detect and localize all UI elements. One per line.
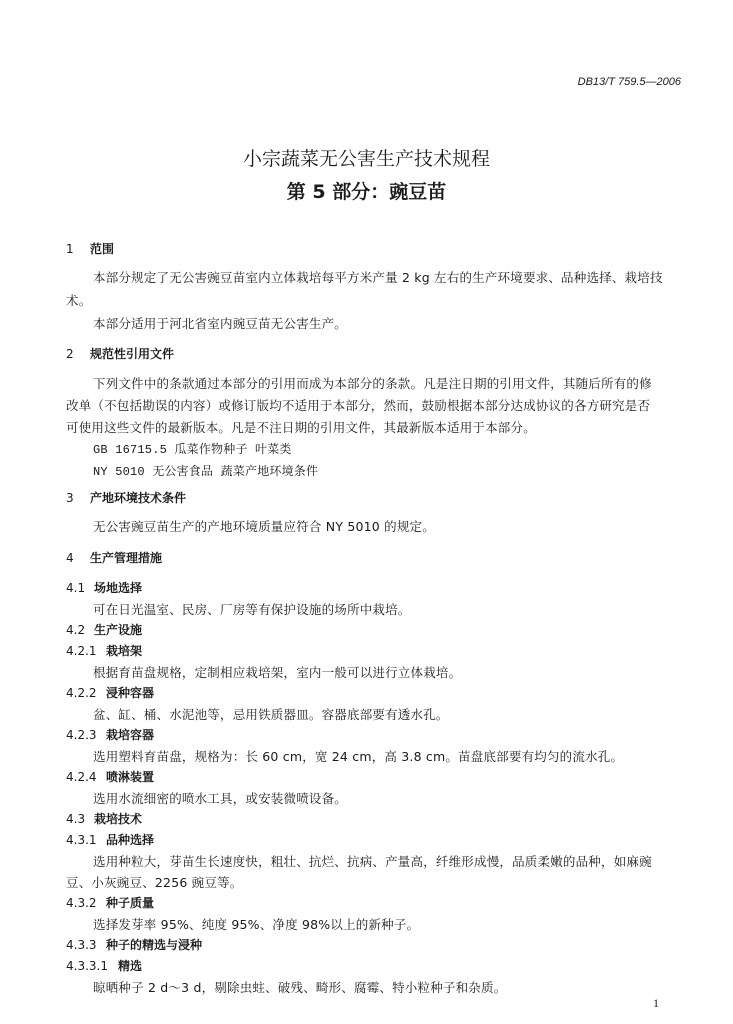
standard-number: DB13/T 759.5—2006 [577,76,681,88]
section-number: 1 [66,242,74,256]
section-title: 规范性引用文件 [90,347,175,361]
section-2-heading [66,345,174,362]
subsection-heading [66,621,142,638]
subsection-heading [66,579,142,596]
paragraph: 盆、缸、桶、水泥池等，忌用铁质器皿。容器底部要有透水孔。 [93,707,449,722]
subsection-number: 4.3.1 [66,833,97,847]
document-subtitle: 第 5 部分：豌豆苗 [286,181,447,203]
subsection-title: 品种选择 [106,833,155,847]
section-title: 生产管理措施 [90,551,163,565]
subsection-number: 4.3.2 [66,896,97,910]
subsection-number: 4.2.4 [66,770,97,784]
subsection-number: 4.2 [66,623,86,637]
subsection-heading [66,831,154,848]
section-number: 3 [66,491,74,505]
reference-item: NY 5010 无公害食品 蔬菜产地环境条件 [93,465,319,479]
subsection-title: 场地选择 [94,581,143,595]
paragraph: 改单（不包括勘误的内容）或修订版均不适用于本部分，然而，鼓励根据本部分达成协议的各方研究是否 [66,398,651,413]
subsection-number: 4.3.3.1 [66,959,108,973]
subsection-number: 4.3 [66,812,86,826]
paragraph: 本部分适用于河北省室内豌豆苗无公害生产。 [93,316,348,331]
paragraph: 根据育苗盘规格，定制相应栽培架，室内一般可以进行立体栽培。 [93,665,462,680]
subsection-heading [66,642,142,659]
section-title: 产地环境技术条件 [90,491,187,505]
paragraph: 选用塑料育苗盘，规格为：长 60 cm，宽 24 cm，高 3.8 cm。苗盘底部要有均匀的流水孔。 [93,749,624,764]
subsection-heading [66,957,142,974]
subsection-heading [66,684,154,701]
paragraph: 术。 [66,293,92,308]
paragraph: 可在日光温室、民房、厂房等有保护设施的场所中栽培。 [93,602,411,617]
section-number: 4 [66,551,74,565]
subsection-number: 4.2.1 [66,644,97,658]
subsection-number: 4.2.2 [66,686,97,700]
paragraph: 选用水流细密的喷水工具，或安装微喷设备。 [93,791,348,806]
subsection-heading [66,810,142,827]
section-3-heading [66,489,186,506]
section-title: 范围 [90,242,115,256]
subsection-number: 4.2.3 [66,728,97,742]
paragraph: 选用种粒大，芽苗生长速度快，粗壮、抗烂、抗病、产量高，纤维形成慢，品质柔嫩的品种，如麻豌 [93,854,652,869]
subsection-title: 精选 [118,959,143,973]
subsection-title: 种子的精选与浸种 [106,938,203,952]
paragraph: 可使用这些文件的最新版本。凡是不注日期的引用文件，其最新版本适用于本部分。 [66,420,536,435]
subsection-title: 栽培技术 [94,812,143,826]
paragraph: 本部分规定了无公害豌豆苗室内立体栽培每平方米产量 2 kg 左右的生产环境要求、品种选择、栽培技 [93,270,663,285]
section-1-heading [66,240,114,257]
section-4-heading [66,549,162,566]
subsection-title: 生产设施 [94,623,143,637]
subsection-title: 栽培架 [106,644,143,658]
subsection-title: 浸种容器 [106,686,155,700]
section-number: 2 [66,347,74,361]
subsection-heading [66,936,202,953]
document-title: 小宗蔬菜无公害生产技术规程 [242,148,490,170]
subsection-title: 喷淋装置 [106,770,155,784]
reference-item: GB 16715.5 瓜菜作物种子 叶菜类 [93,443,292,457]
subsection-title: 种子质量 [106,896,155,910]
page-number: 1 [653,996,659,1010]
subsection-heading [66,768,154,785]
subsection-heading [66,726,154,743]
subsection-number: 4.1 [66,581,86,595]
paragraph: 豆、小灰豌豆、2256 豌豆等。 [66,875,243,890]
subsection-heading [66,894,154,911]
paragraph: 晾晒种子 2 d～3 d，剔除虫蛀、破残、畸形、腐霉、特小粒种子和杂质。 [93,980,507,995]
paragraph: 下列文件中的条款通过本部分的引用而成为本部分的条款。凡是注日期的引用文件，其随后所有的修 [93,376,652,391]
subsection-number: 4.3.3 [66,938,97,952]
paragraph: 选择发芽率 95%、纯度 95%、净度 98%以上的新种子。 [93,917,420,932]
subsection-title: 栽培容器 [106,728,155,742]
paragraph: 无公害豌豆苗生产的产地环境质量应符合 NY 5010 的规定。 [93,519,435,534]
